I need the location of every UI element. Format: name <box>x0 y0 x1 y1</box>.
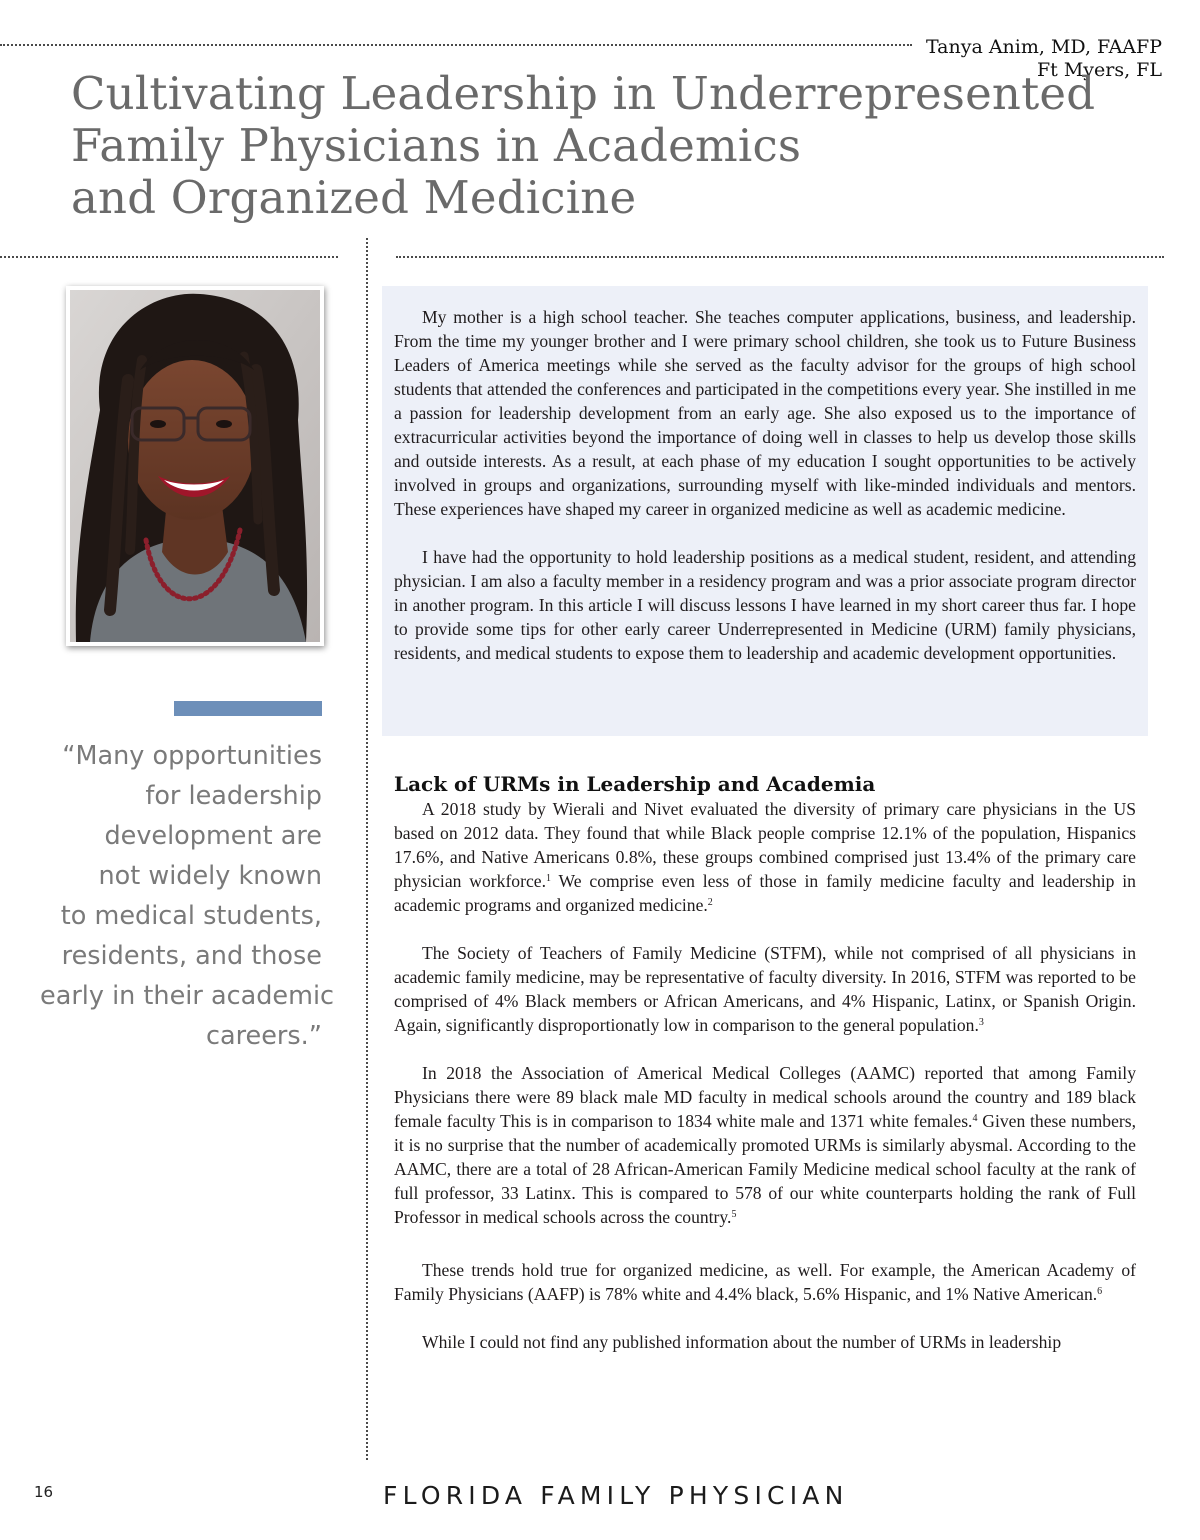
article-title <box>71 67 1096 224</box>
left-dotted-rule <box>0 256 338 258</box>
footnote-ref: 3 <box>978 1017 984 1028</box>
pull-quote <box>40 736 335 1056</box>
pull-quote-line: residents, and those <box>61 941 322 971</box>
portrait-image <box>70 290 320 642</box>
body-paragraph: These trends hold true for organized medicine, as well. For example, the American Academy of Family Physicians (AAFP) is 78% white and 4.4% black, 5.6% Hispanic, and 1% Native American.$^6$ <box>394 1260 1136 1304</box>
intro-paragraph: My mother is a high school teacher. She teaches computer applications, business, and leadership. From the time my younger brother and I were primary school children, she took us to Future Business Leaders of America meetings while she served as the faculty advisor for the groups of high school students that attended the conferences and participated in the competitions every year. She instilled in me a passion for leadership development from an early age. She also exposed us to the importance of extracurricular activities beyond the importance of doing well in classes to help us develop those skills and outside interests. As a result, at each phase of my education I sought opportunities to be actively involved in groups and organizations, surrounding myself with like-minded individuals and mentors. These experiences have shaped my career in organized medicine as well as academic medicine. <box>394 307 1136 519</box>
magazine-name: FLORIDA FAMILY PHYSICIAN <box>383 1481 849 1510</box>
pull-quote-line: not widely known <box>98 861 322 891</box>
pull-quote-line: careers.” <box>205 1021 322 1051</box>
pull-quote-line: development are <box>104 821 322 851</box>
footnote-ref: 6 <box>1097 1286 1103 1297</box>
section-heading: Lack of URMs in Leadership and Academia <box>394 772 876 796</box>
body-paragraph: While I could not find any published information about the number of URMs in leadership <box>422 1332 1062 1352</box>
footnote-ref: 1 <box>545 873 551 884</box>
author-location: Ft Myers, FL <box>1036 59 1162 81</box>
footnote-ref: 2 <box>707 897 713 908</box>
intro-paragraph: I have had the opportunity to hold leadership positions as a medical student, resident, and attending physician. I am also a faculty member in a residency program and was a prior associate program director in another program. In this article I will discuss lessons I have learned in my short career thus far. I hope to provide some tips for other early career Underrepresented in Medicine (URM) family physicians, residents, and medical students to expose them to leadership and academic development opportunities. <box>394 547 1136 663</box>
top-dotted-rule <box>0 44 912 46</box>
footnote-ref: 5 <box>731 1209 737 1220</box>
author-name: Tanya Anim, MD, FAAFP <box>925 36 1162 58</box>
author-photo <box>66 286 324 646</box>
footnote-ref: 4 <box>972 1113 978 1124</box>
pull-quote-line: for leadership <box>145 781 322 811</box>
pull-quote-line: “Many opportunities <box>62 741 322 771</box>
body-paragraph: In 2018 the Association of Americal Medical Colleges (AAMC) reported that among Family Physicians there were 89 black male MD faculty in medical schools around the country and 189 black female faculty This is in comparison to 1834 white male and 1371 white females.$^4$ Given these numbers, it is no surprise that the number of academically promoted URMs is similarly abysmal. According to the AAMC, there are a total of 28 African-American Family Medicine medical school faculty at the rank of full professor, 33 Latinx. This is compared to 578 of our white counterparts holding the rank of Full Professor in medical schools across the country.$^5$ <box>394 1063 1136 1227</box>
pull-quote-line: early in their academic <box>40 981 335 1011</box>
column-divider <box>366 238 368 1460</box>
title-line: Family Physicians in Academics <box>71 119 802 172</box>
intro-text <box>394 305 1136 665</box>
body-paragraph: The Society of Teachers of Family Medicine (STFM), while not comprised of all physicians in academic family medicine, may be representative of faculty diversity. In 2016, STFM was reported to be comprised of 4% Black members or African Americans, and 4% Hispanic, Latinx, or Spanish Origin. Again, significantly disproportionatly low in comparison to the general population.$^3$ <box>394 943 1136 1035</box>
body-paragraph: A 2018 study by Wierali and Nivet evaluated the diversity of primary care physicians in the US based on 2012 data. They found that while Black people comprise 12.1% of the population, Hispanics 17.6%, and Native Americans 0.8%, these groups combined comprised just 13.4% of the primary care physician workforce.$^1$ We comprise even less of those in family medicine faculty and leadership in academic programs and organized medicine.$^2$ <box>394 799 1136 915</box>
pull-quote-accent-bar <box>174 701 322 716</box>
page-number: 16 <box>34 1483 54 1501</box>
pull-quote-line: to medical students, <box>60 901 322 931</box>
body-text <box>394 797 1136 1354</box>
title-line: Cultivating Leadership in Underrepresented <box>71 67 1096 120</box>
right-dotted-rule <box>396 256 1164 258</box>
title-line: and Organized Medicine <box>71 171 637 224</box>
